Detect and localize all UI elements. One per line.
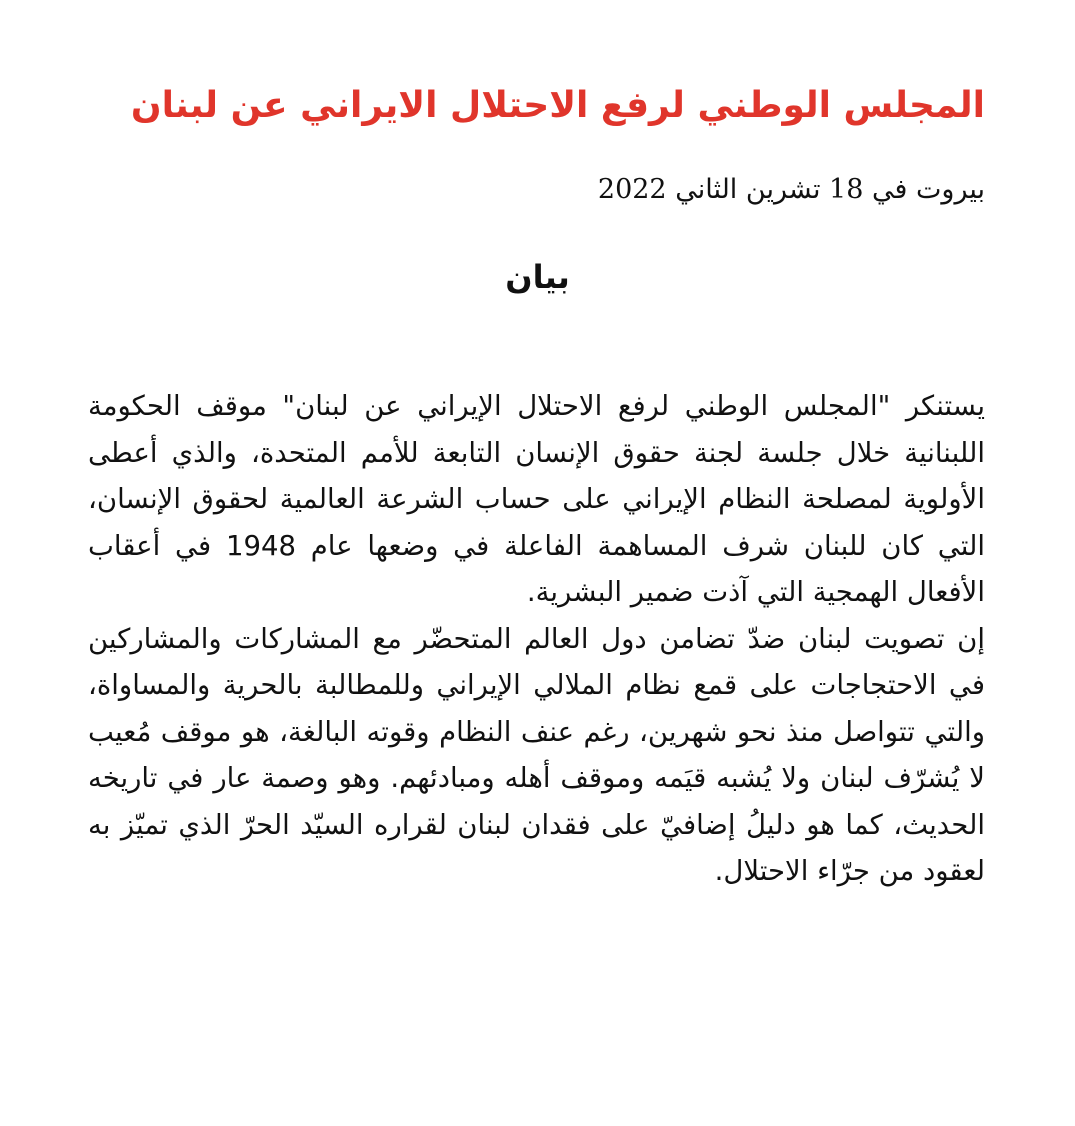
body-paragraph-1: يستنكر "المجلس الوطني لرفع الاحتلال الإيراني عن لبنان" موقف الحكومة اللبنانية خلال جلسة لجنة حقوق الإنسان التابعة للأمم المتحدة، والذي أعطى الأولوية لمصلحة النظام الإيراني على حساب الشرعة العالمية لحقوق الإنسان، التي كان للبنان شرف المساهمة الفاعلة في وضعها عام 1948 في أعقاب الأفعال الهمجية التي آذت ضمير البشرية. [88,390,986,608]
date-line: بيروت في 18 تشرين الثاني 2022 [597,174,985,205]
statement-heading: بيان [505,258,570,296]
organization-title: المجلس الوطني لرفع الاحتلال الايراني عن لبنان [130,85,985,126]
statement-body [88,383,985,895]
body-paragraph-2: إن تصويت لبنان ضدّ تضامن دول العالم المتحضّر مع المشاركات والمشاركين في الاحتجاجات على قمع نظام الملالي الإيراني وللمطالبة بالحرية والمساواة، والتي تتواصل منذ نحو شهرين، رغم عنف النظام وقوته البالغة، هو موقف مُعيب لا يُشرّف لبنان ولا يُشبه قيَمه وموقف أهله ومبادئهم. وهو وصمة عار في تاريخه الحديث، كما هو دليلُ إضافيّ على فقدان لبنان لقراره السيّد الحرّ الذي تميّز به لعقود من جرّاء الاحتلال. [88,622,985,887]
